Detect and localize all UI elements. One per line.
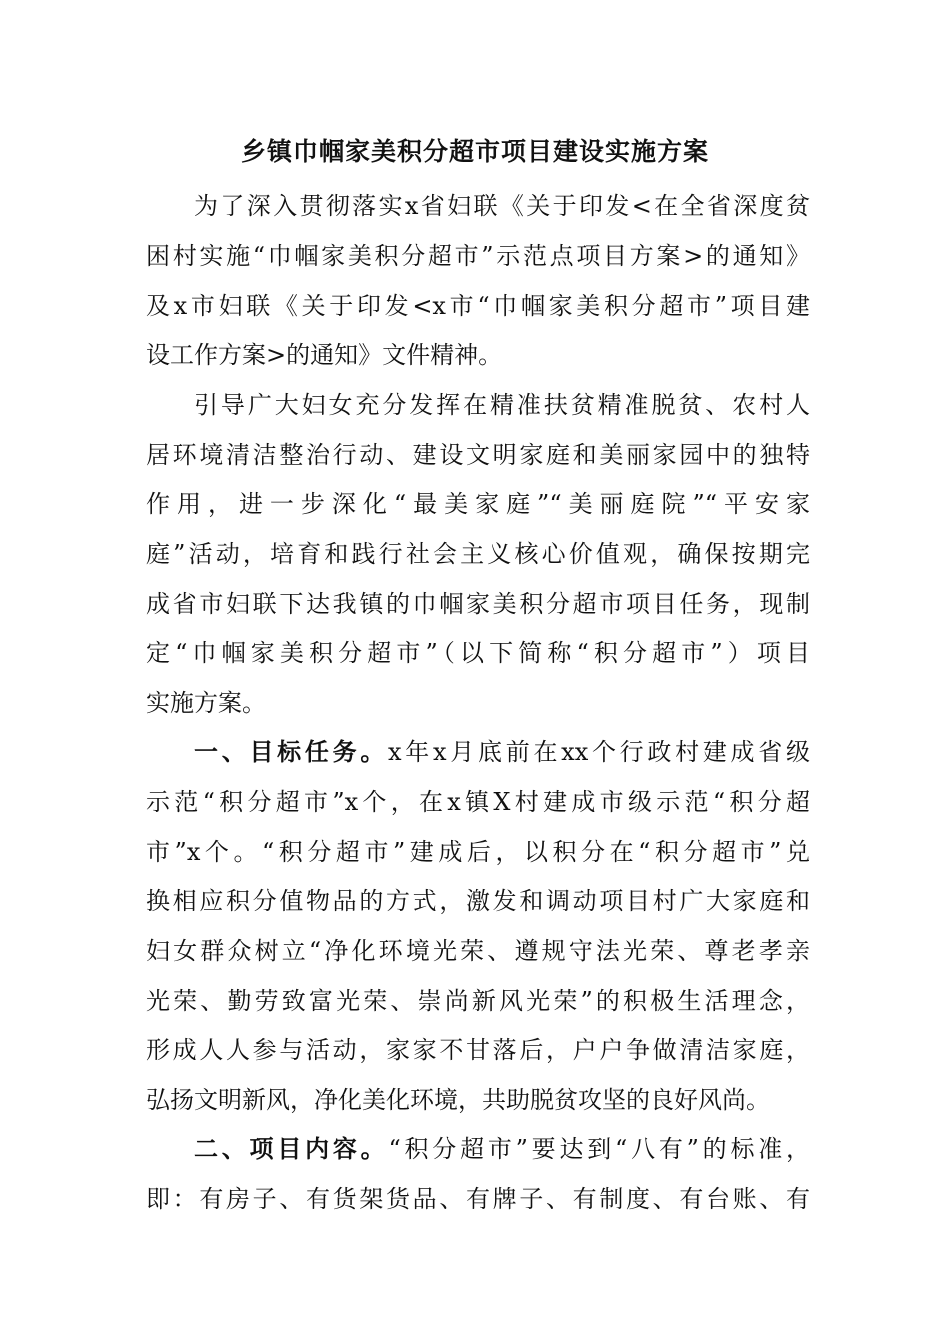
- document-title: 乡镇巾帼家美积分超市项目建设实施方案: [240, 137, 709, 166]
- paragraph-2-line-6: 定“巾帼家美积分超市”（以下简称“积分超市”）项目: [146, 639, 810, 667]
- paragraph-3-line-4: 换相应积分值物品的方式，激发和调动项目村广大家庭和: [146, 887, 810, 915]
- paragraph-3-line-2: 示范“积分超市”x个，在x镇X村建成市级示范“积分超: [146, 788, 810, 816]
- paragraph-3-line-8: 弘扬文明新风，净化美化环境，共助脱贫攻坚的良好风尚。: [146, 1086, 770, 1114]
- paragraph-3-line-5: 妇女群众树立“净化环境光荣、遵规守法光荣、尊老孝亲: [146, 937, 810, 965]
- paragraph-1-line-3: 及x市妇联《关于印发<x市“巾帼家美积分超市”项目建: [146, 292, 810, 320]
- section-heading-2: 二、项目内容。: [194, 1134, 389, 1163]
- section-heading-1: 一、目标任务。: [194, 737, 389, 766]
- paragraph-4-line-2: 即：有房子、有货架货品、有牌子、有制度、有台账、有: [146, 1185, 810, 1213]
- paragraph-2-line-2: 居环境清洁整治行动、建设文明家庭和美丽家园中的独特: [146, 441, 810, 469]
- paragraph-3-line-6: 光荣、勤劳致富光荣、崇尚新风光荣”的积极生活理念，: [146, 987, 810, 1015]
- paragraph-4-line-1-text: “积分超市”要达到“八有”的标准，: [388, 1135, 811, 1163]
- paragraph-3-line-1-text: x年x月底前在xx个行政村建成省级: [388, 738, 810, 766]
- paragraph-4-line-1: [194, 1131, 810, 1167]
- paragraph-2-line-4: 庭”活动，培育和践行社会主义核心价值观，确保按期完: [146, 540, 810, 568]
- paragraph-2-line-1: 引导广大妇女充分发挥在精准扶贫精准脱贫、农村人: [194, 391, 810, 419]
- paragraph-2-line-3: 作用，进一步深化“最美家庭”“美丽庭院”“平安家: [146, 490, 810, 518]
- paragraph-3-line-7: 形成人人参与活动，家家不甘落后，户户争做清洁家庭，: [146, 1036, 810, 1064]
- paragraph-1-line-2: 困村实施“巾帼家美积分超市”示范点项目方案>的通知》: [146, 242, 810, 270]
- paragraph-2-line-5: 成省市妇联下达我镇的巾帼家美积分超市项目任务，现制: [146, 590, 810, 618]
- paragraph-3-line-3: 市”x个。“积分超市”建成后，以积分在“积分超市”兑: [146, 838, 810, 866]
- paragraph-1-line-4: 设工作方案>的通知》文件精神。: [146, 341, 503, 369]
- paragraph-3-line-1: [194, 734, 810, 770]
- paragraph-1-line-1: 为了深入贯彻落实x省妇联《关于印发<在全省深度贫: [194, 192, 810, 220]
- paragraph-2-line-7: 实施方案。: [146, 689, 266, 717]
